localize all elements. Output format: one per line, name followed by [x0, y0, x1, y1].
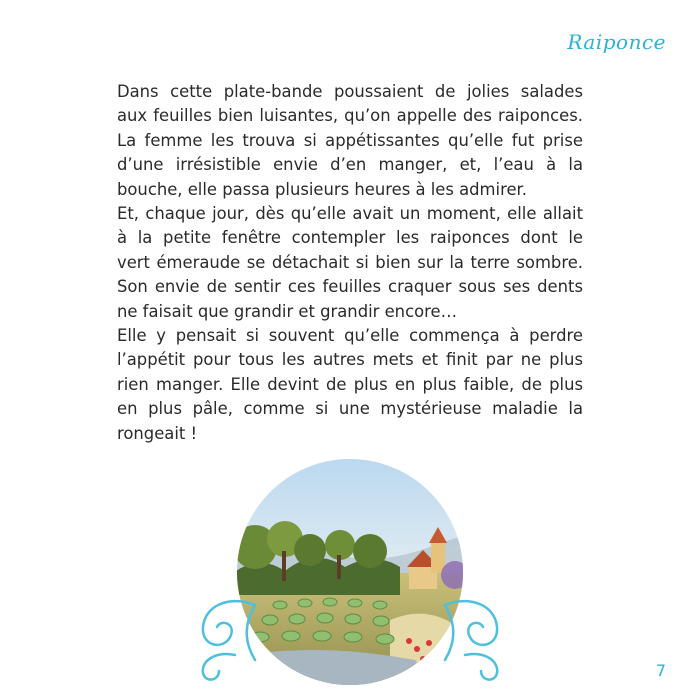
text-line: Dans cette plate-bande poussaient de jolies salades: [117, 82, 583, 101]
page-number: 7: [655, 661, 666, 680]
body-text: [117, 80, 583, 446]
text-line: vert émeraude se détachait si bien sur la terre sombre.: [117, 252, 583, 272]
text-line: Elle y pensait si souvent qu’elle commença à perdre: [117, 326, 583, 346]
running-title: Raiponce: [567, 30, 666, 54]
text-line: rien manger. Elle devint de plus en plus faible, de plus: [117, 374, 583, 394]
text-line: Et, chaque jour, dès qu’elle avait un moment, elle allait: [117, 204, 583, 224]
text-line: d’une irrésistible envie d’en manger, et, l’eau à la: [117, 155, 583, 175]
text-line: à la petite fenêtre contempler les raiponces dont le: [117, 228, 583, 248]
text-line: bouche, elle passa plusieurs heures à les admirer.: [117, 179, 527, 199]
text-line: en plus pâle, comme si une mystérieuse maladie la: [117, 399, 583, 419]
text-line: Son envie de sentir ces feuilles craquer sous ses dents: [117, 277, 583, 297]
text-line: rongeait !: [117, 423, 198, 443]
text-line: aux feuilles bien luisantes, qu’on appelle des raiponces.: [117, 106, 583, 126]
text-line: l’appétit pour tous les autres mets et finit par ne plus: [117, 350, 583, 370]
garden-illustration: [185, 455, 515, 685]
text-line: ne faisait que grandir et grandir encore…: [117, 301, 457, 321]
text-line: La femme les trouva si appétissantes qu’elle fut prise: [117, 130, 583, 150]
